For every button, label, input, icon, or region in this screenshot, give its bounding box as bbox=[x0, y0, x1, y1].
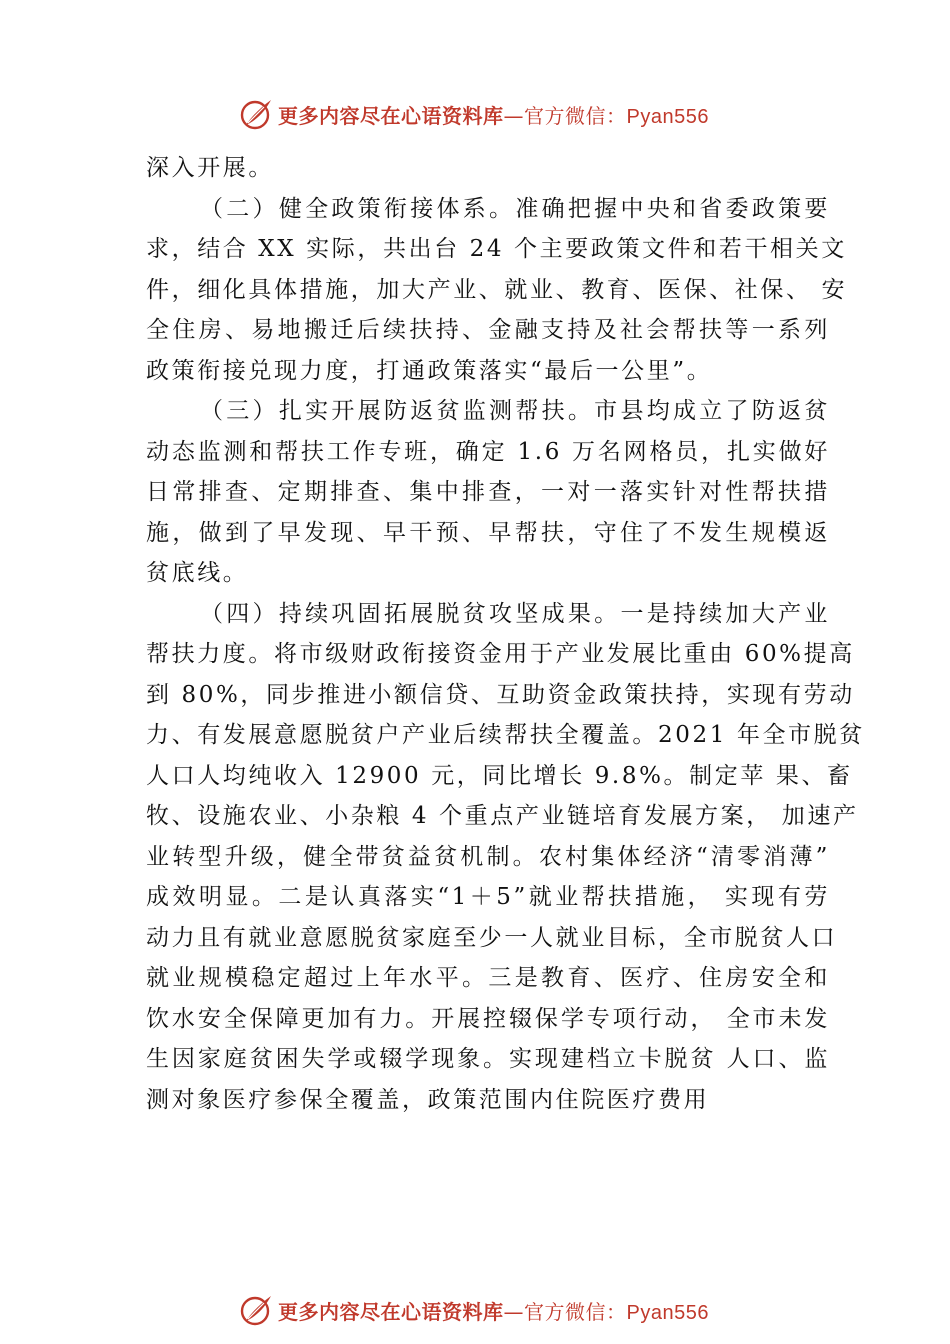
text-line: 成效明显。二是认真落实“1＋5”就业帮扶措施， 实现有劳 bbox=[146, 884, 830, 910]
document-body bbox=[146, 148, 865, 1120]
text-line: 就业规模稳定超过上年水平。三是教育、医疗、住房安全和 bbox=[146, 965, 830, 991]
text-line: 业转型升级，健全带贫益贫机制。农村集体经济“清零消薄” bbox=[146, 843, 830, 870]
text-line: 日常排查、定期排查、集中排查，一对一落实针对性帮扶措 bbox=[146, 479, 830, 505]
text-line: 动力且有就业意愿脱贫家庭至少一人就业目标，全市脱贫人口 bbox=[146, 924, 838, 951]
text-line: 饮水安全保障更加有力。开展控辍保学专项行动， 全市未发 bbox=[146, 1005, 830, 1032]
header-watermark bbox=[238, 94, 798, 134]
text-line: 到 80%，同步推进小额信贷、互助资金政策扶持，实现有劳动 bbox=[146, 681, 855, 708]
text-line: 测对象医疗参保全覆盖，政策范围内住院医疗费用 bbox=[146, 1086, 710, 1113]
text-line: 力、有发展意愿脱贫户产业后续帮扶全覆盖。2021 年全市脱贫 bbox=[146, 722, 865, 748]
feather-pen-logo-icon bbox=[238, 1292, 274, 1328]
footer-brand: 更多内容尽在心语资料库 bbox=[278, 1299, 504, 1324]
text-line: 深入开展。 bbox=[146, 155, 274, 181]
header-wechat-label: 官方微信： bbox=[524, 103, 627, 128]
text-line: 全住房、易地搬迁后续扶持、金融支持及社会帮扶等一系列 bbox=[146, 317, 830, 343]
section-heading-line: （二）健全政策衔接体系。准确把握中央和省委政策要 bbox=[200, 195, 830, 222]
footer-separator: — bbox=[503, 1299, 524, 1324]
section-heading-line: （三）扎实开展防返贫监测帮扶。市县均成立了防返贫 bbox=[200, 398, 830, 424]
text-line: 政策衔接兑现力度，打通政策落实“最后一公里”。 bbox=[146, 357, 713, 384]
text-line: 生因家庭贫困失学或辍学现象。实现建档立卡脱贫 人口、监 bbox=[146, 1046, 830, 1072]
footer-watermark bbox=[238, 1290, 798, 1330]
text-line: 牧、设施农业、小杂粮 4 个重点产业链培育发展方案， 加速产 bbox=[146, 803, 859, 829]
text-line: 贫底线。 bbox=[146, 560, 249, 586]
footer-wechat-label: 官方微信： bbox=[524, 1299, 627, 1324]
header-account: Pyan556 bbox=[626, 105, 709, 128]
header-brand: 更多内容尽在心语资料库 bbox=[278, 103, 504, 128]
text-line: 帮扶力度。将市级财政衔接资金用于产业发展比重由 60%提高 bbox=[146, 641, 855, 667]
header-separator: — bbox=[503, 103, 524, 128]
text-line: 人口人均纯收入 12900 元，同比增长 9.8%。制定苹 果、畜 bbox=[146, 762, 853, 789]
section-heading-line: （四）持续巩固拓展脱贫攻坚成果。一是持续加大产业 bbox=[200, 600, 830, 627]
text-line: 件，细化具体措施，加大产业、就业、教育、医保、社保、 安 bbox=[146, 276, 848, 303]
text-line: 施，做到了早发现、早干预、早帮扶，守住了不发生规模返 bbox=[146, 519, 830, 546]
text-line: 求，结合 XX 实际，共出台 24 个主要政策文件和若干相关文 bbox=[146, 236, 847, 262]
text-line: 动态监测和帮扶工作专班，确定 1.6 万名网格员，扎实做好 bbox=[146, 438, 830, 465]
feather-pen-logo-icon bbox=[238, 96, 274, 132]
footer-account: Pyan556 bbox=[626, 1301, 709, 1324]
